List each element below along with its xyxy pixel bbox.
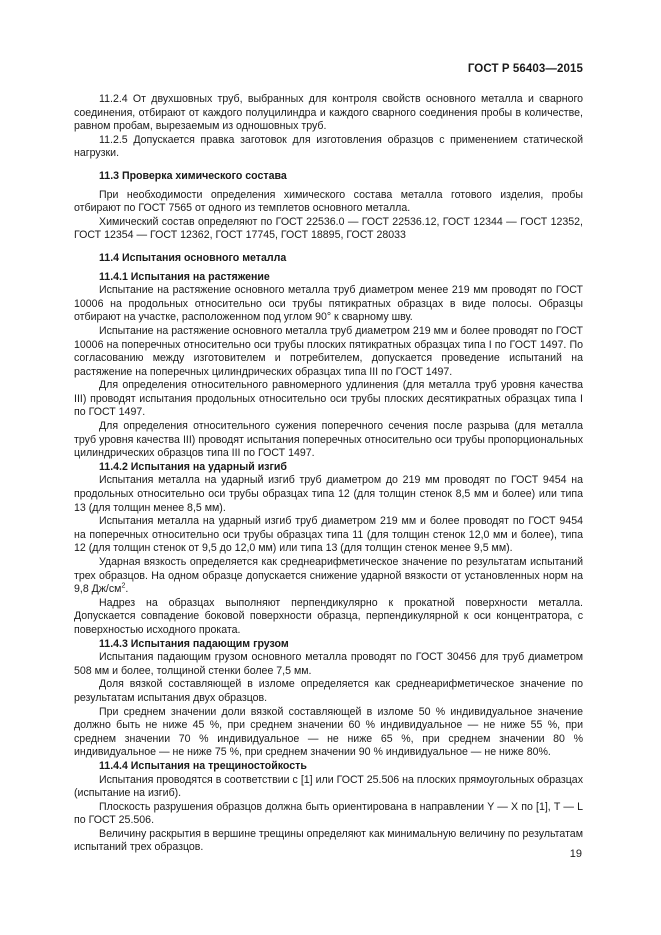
- page-number: 19: [569, 848, 582, 860]
- section-heading: [74, 170, 583, 184]
- paragraph: [74, 284, 583, 325]
- paragraph-text: Испытания проводятся в соответствии с [1] или ГОСТ 25.506 на плоских прямоугольных образцах (испытание на изгиб).: [74, 773, 583, 800]
- paragraph-text: Ударная вязкость определяется как среднеарифметическое значение по результатам испытаний трех образцов. На одном образце допускается снижение ударной вязкости от установленных норм на 9,8 Дж/см: [74, 556, 583, 596]
- paragraph-text: 11.3 Проверка химического состава: [99, 169, 287, 182]
- paragraph-text: Химический состав определяют по ГОСТ 22536.0 — ГОСТ 22536.12, ГОСТ 12344 — ГОСТ 12352, ГОСТ 12354 — ГОСТ 12362, ГОСТ 17745, ГОСТ 18895, ГОСТ 28033: [74, 215, 583, 242]
- paragraph-tail: .: [125, 583, 129, 596]
- section-heading: [74, 760, 583, 774]
- paragraph-text: Надрез на образцах выполняют перпендикулярно к прокатной поверхности металла. Допускается совпадение боковой поверхности образца, перпендикулярной к оси концентратора, с поверхностью исходного проката.: [74, 596, 583, 636]
- paragraph-text: 11.2.5 Допускается правка заготовок для изготовления образцов с применением статической нагрузки.: [74, 133, 583, 160]
- paragraph-text: 11.4.3 Испытания падающим грузом: [99, 637, 289, 650]
- paragraph-text: Испытание на растяжение основного металла труб диаметром 219 мм и более проводят по ГОСТ 10006 на поперечных относительно оси трубы плоских пятикратных образцах типа I по ГОСТ 1497. По согласованию между изготовителем и потребителем, допускается проведение испытаний на растяжение на поперечных цилиндрических образцах типа III по ГОСТ 1497.: [74, 324, 583, 378]
- paragraph-text: Испытания металла на ударный изгиб труб диаметром до 219 мм проводят по ГОСТ 9454 на продольных относительно оси трубы образцах типа 12 (для толщин стенок 8,5 мм и более) или типа 13 (для толщин менее 8,5 мм).: [74, 474, 583, 514]
- paragraph-text: 11.2.4 От двухшовных труб, выбранных для контроля свойств основного металла и сварного соединения, отбирают от каждого полуцилиндра и каждого сварного соединения пробы в количестве, равном пробам, вырезаемым из одношовных труб.: [74, 93, 583, 133]
- paragraph-text: 11.4.2 Испытания на ударный изгиб: [99, 460, 287, 473]
- section-heading: [74, 461, 583, 475]
- paragraph: [74, 216, 583, 243]
- paragraph-text: Плоскость разрушения образцов должна быть ориентирована в направлении Y — X по [1], T — L по ГОСТ 25.506.: [74, 800, 583, 827]
- paragraph: [74, 556, 583, 597]
- paragraph: [74, 597, 583, 638]
- section-heading: [74, 271, 583, 285]
- paragraph-text: 11.4.1 Испытания на растяжение: [99, 270, 270, 283]
- paragraph: [74, 828, 583, 855]
- paragraph: [74, 325, 583, 379]
- section-heading: [74, 252, 583, 266]
- paragraph: [74, 379, 583, 420]
- paragraph-text: Испытания металла на ударный изгиб труб диаметром 219 мм и более проводят по ГОСТ 9454 на поперечных относительно оси трубы образцах типа 11 (для толщин стенок 12,0 мм и более), типа 12 (для толщин стенок от 9,5 до 12,0 мм) или типа 13 (для толщин стенок менее 9,5 мм).: [74, 515, 583, 555]
- paragraph-text: Испытание на растяжение основного металла труб диаметром менее 219 мм проводят по ГОСТ 10006 на продольных относительно оси трубы пятикратных образцах в виде полосы. Образцы отбирают на участке, расположенном под углом 90° к сварному шву.: [74, 284, 583, 324]
- section-heading: [74, 638, 583, 652]
- paragraph-text: 11.4 Испытания основного металла: [99, 251, 287, 264]
- paragraph: [74, 474, 583, 515]
- paragraph: [74, 515, 583, 556]
- paragraph-text: Доля вязкой составляющей в изломе определяется как среднеарифметическое значение по результатам испытания двух образцов.: [74, 678, 583, 704]
- document-body: [74, 93, 583, 855]
- paragraph: [74, 706, 583, 760]
- paragraph: [74, 774, 583, 801]
- paragraph-text: Испытания падающим грузом основного металла проводят по ГОСТ 30456 для труб диаметром 508 мм и более, толщиной стенки более 7,5 мм.: [74, 651, 583, 677]
- superscript: 2: [121, 582, 126, 590]
- paragraph-text: Величину раскрытия в вершине трещины определяют как минимальную величину по результатам испытаний трех образцов.: [74, 827, 583, 854]
- paragraph-text: Для определения относительного сужения поперечного сечения после разрыва (для металла труб уровня качества III) проводят испытания поперечных относительно оси трубы пропорциональных цилиндрических образцов типа III по ГОСТ 1497.: [74, 420, 583, 460]
- paragraph-text: При среднем значении доли вязкой составляющей в изломе 50 % индивидуальное значение должно быть не ниже 45 %, при среднем значении 60 % индивидуальное — не ниже 55 %, при среднем значении 70 % индивидуальное — не ниже 65 %, при среднем значении 80 % индивидуальное — не ниже 75 %, при среднем значении 90 % индивидуальное — не ниже 80%.: [74, 705, 583, 759]
- paragraph: [74, 134, 583, 161]
- paragraph-text: При необходимости определения химического состава металла готового изделия, пробы отбирают по ГОСТ 7565 от одного из темплетов основного металла.: [74, 188, 583, 215]
- paragraph-text: Для определения относительного равномерного удлинения (для металла труб уровня качества III) проводят испытания продольных относительно оси трубы плоских десятикратных образцах типа I по ГОСТ 1497.: [74, 379, 583, 419]
- paragraph: [74, 93, 583, 134]
- paragraph: [74, 651, 583, 678]
- paragraph: [74, 189, 583, 216]
- paragraph: [74, 420, 583, 461]
- paragraph: [74, 801, 583, 828]
- document-header: ГОСТ Р 56403—2015: [467, 63, 583, 75]
- paragraph-text: 11.4.4 Испытания на трещиностойкость: [99, 759, 307, 772]
- paragraph: [74, 678, 583, 705]
